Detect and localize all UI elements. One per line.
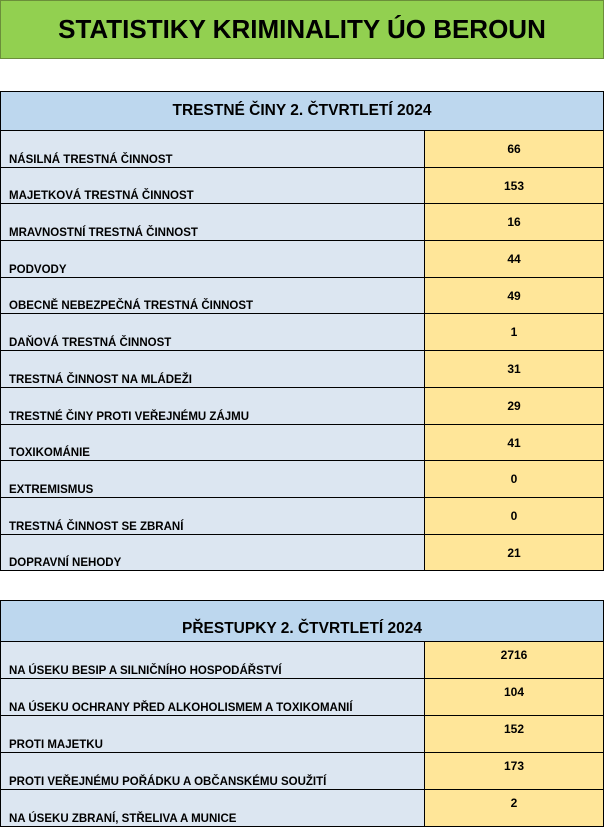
row-label: NA ÚSEKU BESIP A SILNIČNÍHO HOSPODÁŘSTVÍ <box>0 642 425 678</box>
row-label: MAJETKOVÁ TRESTNÁ ČINNOST <box>0 168 425 204</box>
table-row <box>0 241 604 278</box>
row-value: 29 <box>425 388 604 424</box>
row-value: 152 <box>425 716 604 752</box>
table-row <box>0 314 604 351</box>
row-value: 153 <box>425 168 604 204</box>
table-row <box>0 278 604 315</box>
row-label: NÁSILNÁ TRESTNÁ ČINNOST <box>0 131 425 167</box>
row-label: TRESTNÁ ČINNOST SE ZBRANÍ <box>0 498 425 534</box>
row-label: DAŇOVÁ TRESTNÁ ČINNOST <box>0 314 425 350</box>
row-value: 16 <box>425 204 604 240</box>
row-label: OBECNĚ NEBEZPEČNÁ TRESTNÁ ČINNOST <box>0 278 425 314</box>
row-value: 44 <box>425 241 604 277</box>
row-label: DOPRAVNÍ NEHODY <box>0 535 425 571</box>
row-label: EXTREMISMUS <box>0 461 425 497</box>
table-row <box>0 168 604 205</box>
row-value: 21 <box>425 535 604 571</box>
row-label: TOXIKOMÁNIE <box>0 425 425 461</box>
row-value: 2 <box>425 790 604 826</box>
row-value: 0 <box>425 461 604 497</box>
table-row <box>0 790 604 827</box>
row-value: 66 <box>425 131 604 167</box>
table-row <box>0 351 604 388</box>
row-label: PROTI VEŘEJNÉMU POŘÁDKU A OBČANSKÉMU SOUŽITÍ <box>0 753 425 789</box>
row-value: 31 <box>425 351 604 387</box>
row-label: PROTI MAJETKU <box>0 716 425 752</box>
row-value: 173 <box>425 753 604 789</box>
table-row <box>0 131 604 168</box>
row-label: PODVODY <box>0 241 425 277</box>
crimes-rows <box>0 131 604 571</box>
row-value: 1 <box>425 314 604 350</box>
table-row <box>0 388 604 425</box>
row-label: TRESTNÉ ČINY PROTI VEŘEJNÉMU ZÁJMU <box>0 388 425 424</box>
table-row <box>0 679 604 716</box>
row-value: 2716 <box>425 642 604 678</box>
crimes-table <box>0 91 604 571</box>
row-label: TRESTNÁ ČINNOST NA MLÁDEŽI <box>0 351 425 387</box>
crimes-table-header: TRESTNÉ ČINY 2. ČTVRTLETÍ 2024 <box>0 91 604 131</box>
row-label: NA ÚSEKU OCHRANY PŘED ALKOHOLISMEM A TOXIKOMANIÍ <box>0 679 425 715</box>
row-value: 41 <box>425 425 604 461</box>
row-value: 0 <box>425 498 604 534</box>
row-label: MRAVNOSTNÍ TRESTNÁ ČINNOST <box>0 204 425 240</box>
row-value: 49 <box>425 278 604 314</box>
table-row <box>0 425 604 462</box>
row-label: NA ÚSEKU ZBRANÍ, STŘELIVA A MUNICE <box>0 790 425 826</box>
table-row <box>0 498 604 535</box>
row-value: 104 <box>425 679 604 715</box>
offenses-table-header: PŘESTUPKY 2. ČTVRTLETÍ 2024 <box>0 600 604 642</box>
offenses-table <box>0 600 604 827</box>
offenses-rows <box>0 642 604 827</box>
table-row <box>0 535 604 572</box>
table-row <box>0 753 604 790</box>
table-row <box>0 461 604 498</box>
table-row <box>0 716 604 753</box>
table-row <box>0 642 604 679</box>
page-title: STATISTIKY KRIMINALITY ÚO BEROUN <box>0 0 604 59</box>
table-row <box>0 204 604 241</box>
